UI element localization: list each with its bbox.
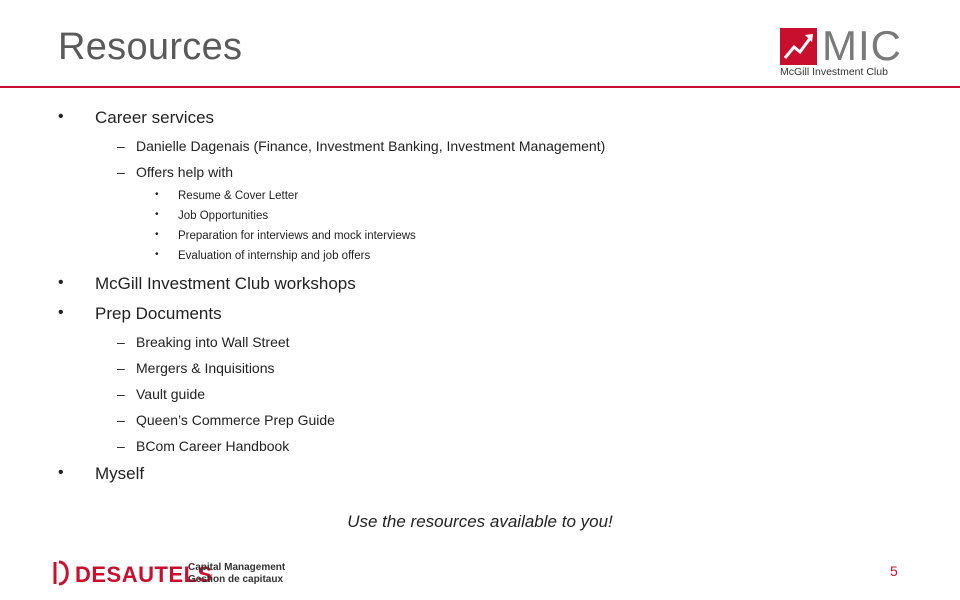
bullet-marker: • <box>155 249 159 260</box>
bullet-marker: • <box>58 108 64 125</box>
page-number: 5 <box>890 563 898 579</box>
list-item-label: Job Opportunities <box>178 210 269 222</box>
list-item-label: Evaluation of internship and job offers <box>178 250 371 262</box>
list-item-label: Career services <box>95 108 215 127</box>
dash-marker: – <box>117 438 125 454</box>
logo-word: MIC <box>822 22 902 69</box>
list-item-label: Queen’s Commerce Prep Guide <box>136 412 335 428</box>
list-item-label: Danielle Dagenais (Finance, Investment Banking, Investment Management) <box>136 138 606 154</box>
list-item <box>58 360 918 376</box>
slide-title: Resources <box>58 26 243 68</box>
brand-name: DESAUTELS <box>75 562 213 587</box>
list-item <box>58 250 918 262</box>
list-item-label: Resume & Cover Letter <box>178 190 299 202</box>
bullet-list <box>58 108 918 494</box>
bullet-marker: • <box>58 304 64 321</box>
dash-marker: – <box>117 334 125 350</box>
bullet-marker: • <box>58 274 64 291</box>
list-item-workshops <box>58 274 918 294</box>
chart-arrow-icon <box>780 28 817 65</box>
bullet-marker: • <box>155 209 159 220</box>
mic-logo <box>780 22 902 80</box>
brand-caption <box>188 562 285 586</box>
bullet-marker: • <box>155 189 159 200</box>
desautels-d-icon <box>52 560 72 586</box>
list-item-label: Preparation for interviews and mock interviews <box>178 230 416 242</box>
list-item-label: Mergers & Inquisitions <box>136 360 275 376</box>
list-item <box>58 230 918 242</box>
list-item-label: Vault guide <box>136 386 206 402</box>
list-item-label: BCom Career Handbook <box>136 438 290 454</box>
list-item-label: Offers help with <box>136 164 234 180</box>
dash-marker: – <box>117 138 125 154</box>
list-item-label: Breaking into Wall Street <box>136 334 290 350</box>
brand-caption-line1: Capital Management <box>188 562 286 573</box>
dash-marker: – <box>117 412 125 428</box>
list-item <box>58 210 918 222</box>
list-item-career <box>58 108 918 128</box>
title-divider <box>0 86 960 88</box>
list-item <box>58 164 918 180</box>
desautels-logo <box>52 560 292 588</box>
list-item <box>58 334 918 350</box>
list-item-label: McGill Investment Club workshops <box>95 274 356 293</box>
list-item <box>58 190 918 202</box>
list-item <box>58 438 918 454</box>
logo-subtitle: McGill Investment Club <box>780 66 888 78</box>
list-item <box>58 386 918 402</box>
list-item-prep <box>58 304 918 324</box>
dash-marker: – <box>117 386 125 402</box>
brand-caption-line2: Gestion de capitaux <box>188 574 284 585</box>
dash-marker: – <box>117 360 125 376</box>
list-item <box>58 412 918 428</box>
list-item-myself <box>58 464 918 484</box>
dash-marker: – <box>117 164 125 180</box>
list-item-label: Myself <box>95 464 145 483</box>
call-to-action: Use the resources available to you! <box>347 512 613 531</box>
list-item <box>58 138 918 154</box>
list-item-label: Prep Documents <box>95 304 222 323</box>
bullet-marker: • <box>155 229 159 240</box>
bullet-marker: • <box>58 464 64 481</box>
